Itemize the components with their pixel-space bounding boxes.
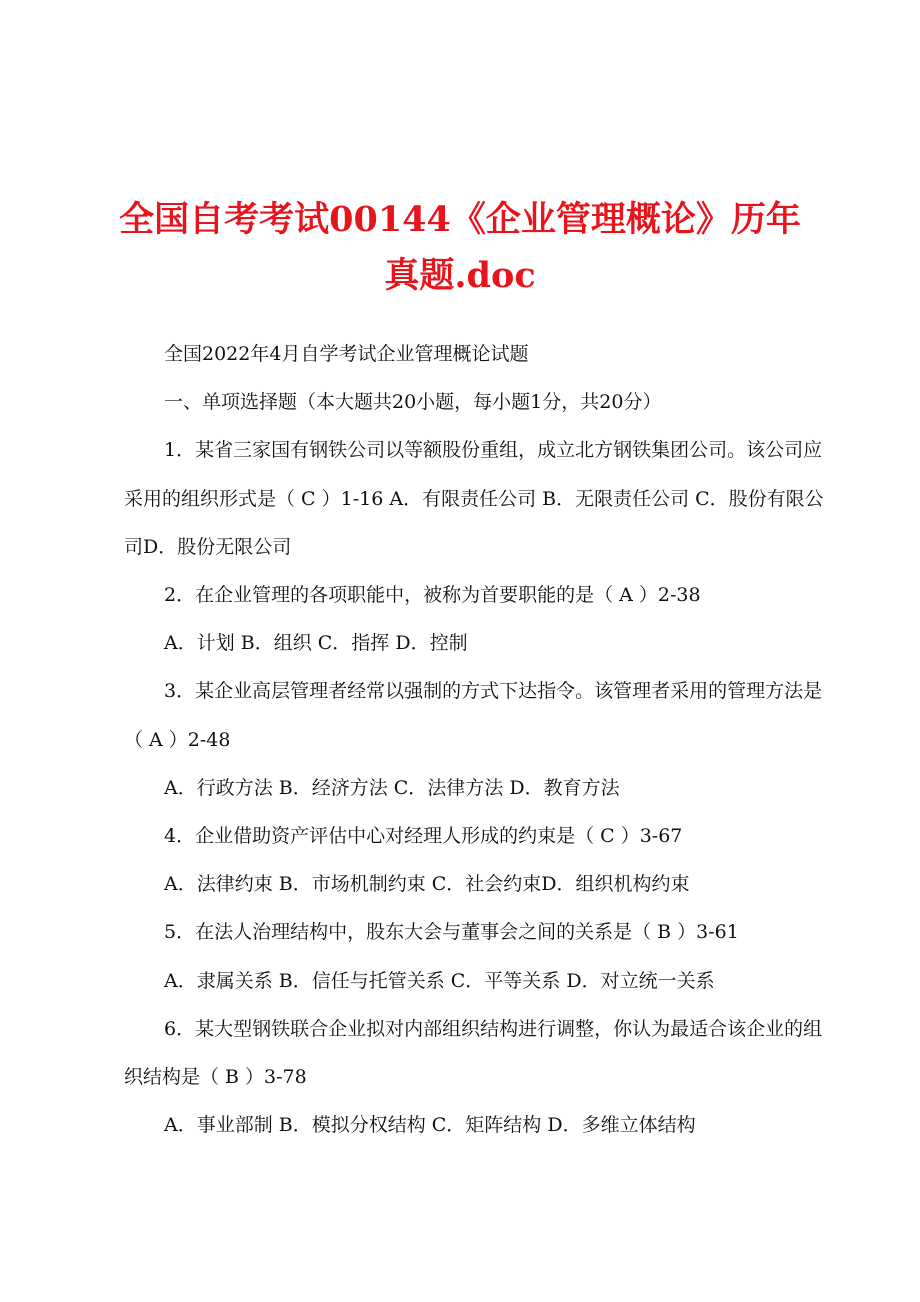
paragraph-options-6: A．事业部制 B．模拟分权结构 C．矩阵结构 D．多维立体结构 bbox=[164, 1114, 696, 1137]
document-body bbox=[124, 330, 824, 1149]
paragraph-question-2: 2．在企业管理的各项职能中，被称为首要职能的是（ A ）2-38 bbox=[164, 584, 701, 607]
paragraph-exam-heading: 全国2022年4月自学考试企业管理概论试题 bbox=[164, 343, 529, 365]
paragraph-options-4: A．法律约束 B．市场机制约束 C．社会约束D．组织机构约束 bbox=[164, 873, 690, 896]
paragraph-options-3: A．行政方法 B．经济方法 C．法律方法 D．教育方法 bbox=[164, 776, 620, 799]
paragraph-question-1: 1．某省三家国有钢铁公司以等额股份重组，成立北方钢铁集团公司。该公司应采用的组织形式是（ C ）1-16 A．有限责任公司 B．无限责任公司 C．股份有限公司D．股份无限公司 bbox=[124, 439, 824, 558]
paragraph-options-5: A．隶属关系 B．信任与托管关系 C．平等关系 D．对立统一关系 bbox=[164, 969, 715, 992]
paragraph-question-3: 3．某企业高层管理者经常以强制的方式下达指令。该管理者采用的管理方法是（ A ）2-48 bbox=[124, 680, 823, 751]
document-title: 全国自考考试00144《企业管理概论》历年真题.doc bbox=[119, 199, 801, 296]
paragraph-options-2: A．计划 B．组织 C．指挥 D．控制 bbox=[164, 632, 468, 655]
paragraph-question-6: 6．某大型钢铁联合企业拟对内部组织结构进行调整，你认为最适合该企业的组织结构是（ B ）3-78 bbox=[124, 1017, 823, 1089]
paragraph-question-5: 5．在法人治理结构中，股东大会与董事会之间的关系是（ B ）3-61 bbox=[164, 921, 739, 944]
paragraph-section-heading: 一、单项选择题（本大题共20小题，每小题1分，共20分） bbox=[164, 391, 662, 414]
paragraph-question-4: 4．企业借助资产评估中心对经理人形成的约束是（ C ）3-67 bbox=[164, 825, 683, 848]
